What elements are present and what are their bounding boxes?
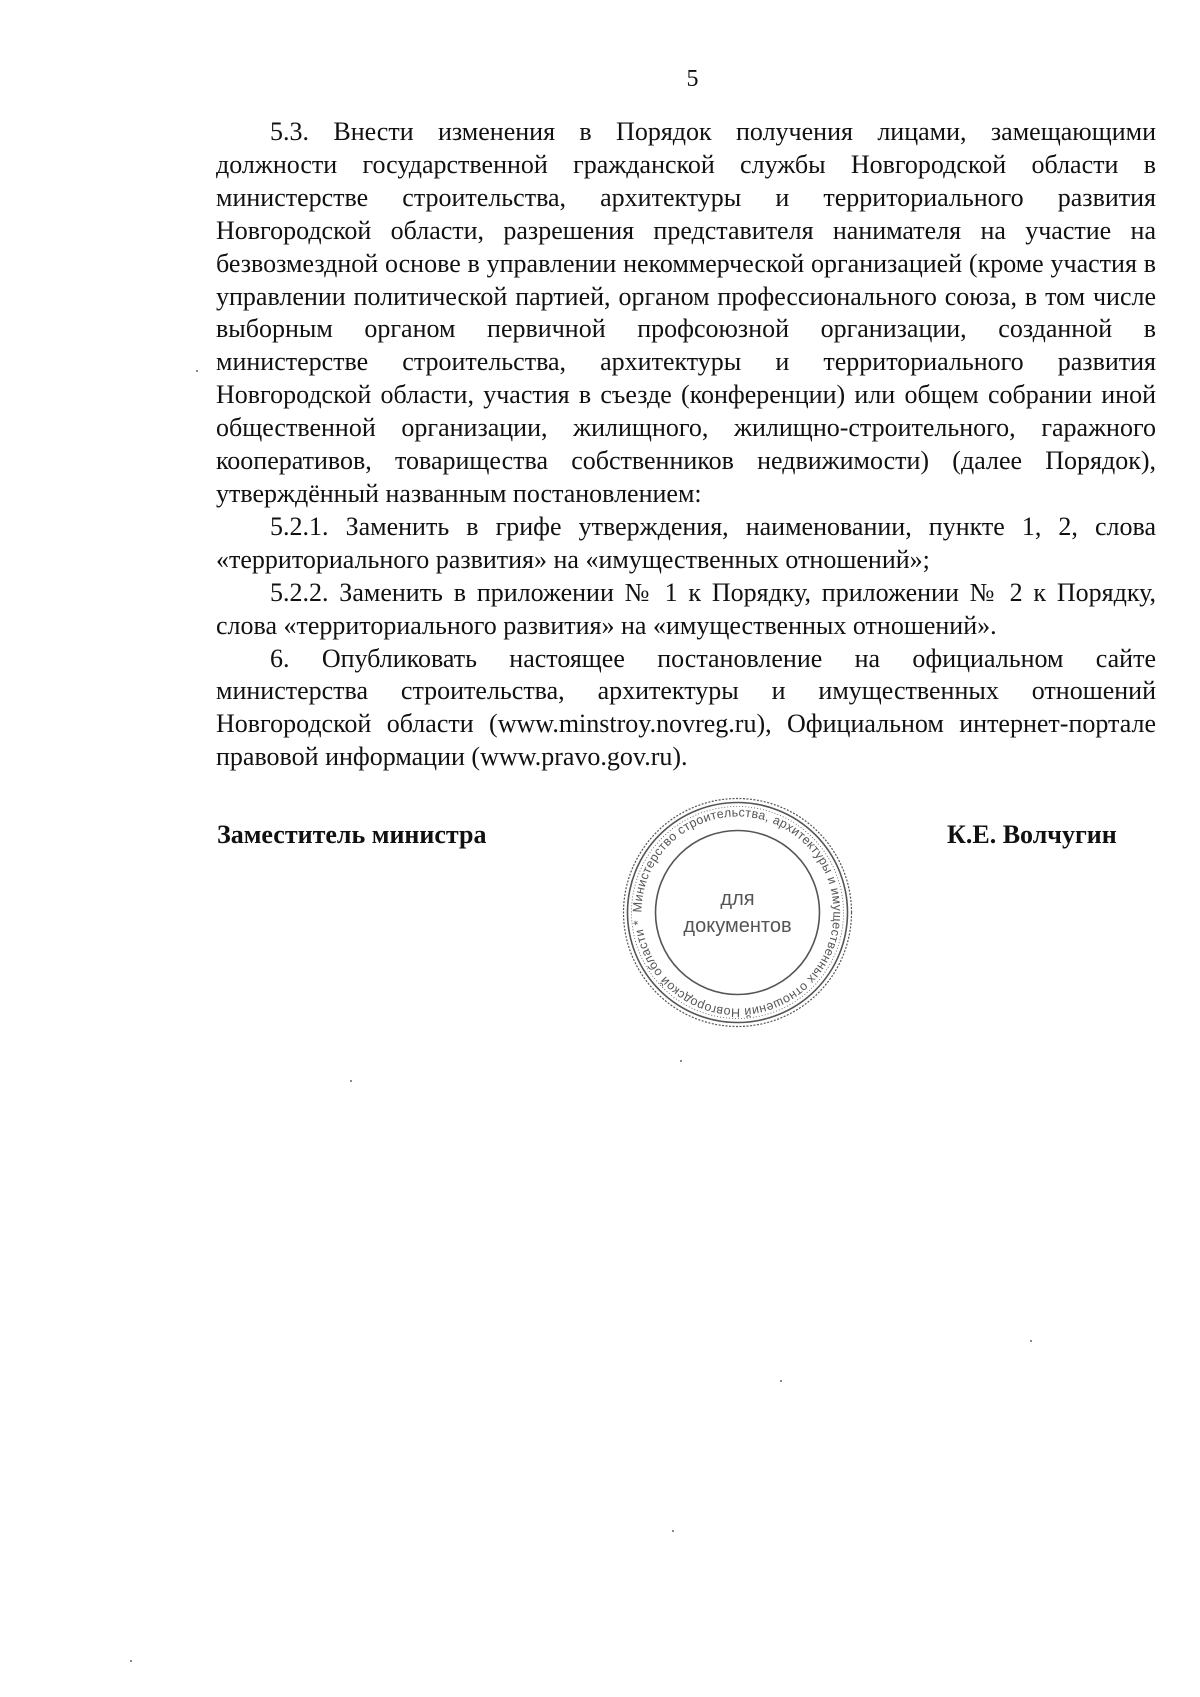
- scan-speck: [196, 370, 198, 372]
- scan-speck: [780, 1380, 782, 1382]
- signatory-name: К.Е. Волчугин: [947, 820, 1117, 849]
- paragraph-5-3: 5.3. Внести изменения в Порядок получения лицами, замещающими должности государственной гражданской службы Новгородской области в министерстве строительства, архитектуры и территориального развития Новгородской области, разрешения представителя нанимателя на участие на безвозмездной основе в управлении некоммерческой организацией (кроме участия в управлении политической партией, органом профессионального союза, в том числе выборным органом первичной профсоюзной организации, созданной в министерстве строительства, архитектуры и территориального развития Новгородской области, участия в съезде (конференции) или общем собрании иной общественной организации, жилищного, жилищно-строительного, гаражного кооперативов, товарищества собственников недвижимости) (далее Порядок), утверждённый названным постановлением:: [216, 117, 1156, 508]
- seal-ring-text: Министерство строительства, архитектуры и имущественных отношений Новгородской области *: [630, 805, 845, 1020]
- scan-speck: [130, 1660, 132, 1662]
- scan-speck: [672, 1530, 674, 1532]
- seal-center-line1: для: [720, 888, 755, 910]
- signatory-position: Заместитель министра: [217, 820, 487, 849]
- official-seal: [620, 795, 855, 1030]
- paragraph-6: 6. Опубликовать настоящее постановление на официальном сайте министерства строительства, архитектуры и имущественных отношений Новгородской области (www.minstroy.novreg.ru), Официальном интернет-портале правовой информации (www.pravo.gov.ru).: [216, 643, 1156, 772]
- seal-center-line2: документов: [683, 915, 792, 937]
- scan-speck: [680, 1060, 682, 1062]
- paragraph-5-2-2: 5.2.2. Заменить в приложении № 1 к Порядку, приложении № 2 к Порядку, слова «территориального развития» на «имущественных отношений».: [216, 577, 1156, 640]
- document-body: [216, 116, 1156, 774]
- paragraph-5-2-1: 5.2.1. Заменить в грифе утверждения, наименовании, пункте 1, 2, слова «территориального развития» на «имущественных отношений»;: [216, 511, 1156, 574]
- scan-speck: [1030, 1340, 1032, 1342]
- page-number: 5: [686, 66, 699, 92]
- seal-rings: [624, 799, 852, 1027]
- scan-speck: [350, 1080, 352, 1082]
